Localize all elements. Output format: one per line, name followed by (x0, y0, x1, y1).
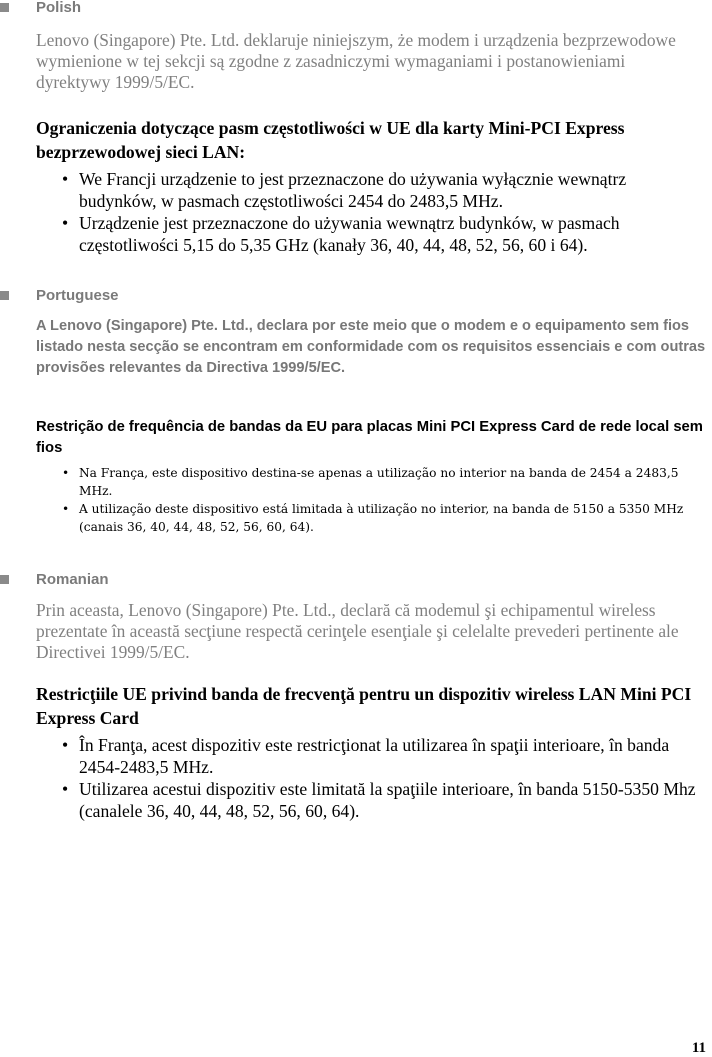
bullet-text: A utilização deste dispositivo está limitada à utilização no interior, na banda de 5150 a 5350 MHz (canais 36, 40, 44, 48, 52, 56, 60, 64). (79, 502, 684, 534)
bullet-icon: • (62, 213, 69, 233)
list-item (62, 734, 702, 778)
language-title: Polish (36, 0, 82, 16)
list-item (62, 212, 704, 256)
list-item (62, 464, 710, 500)
romanian-declaration: Prin aceasta, Lenovo (Singapore) Pte. Ltd., declară că modemul şi echipamentul wireless prezentate în această secţiune respectă cerinţele esenţiale şi celelalte prevederi pertinente ale Directivei 1999/5/EC. (36, 600, 679, 662)
polish-restriction-heading: Ograniczenia dotyczące pasm częstotliwości w UE dla karty Mini-PCI Express bezprzewodowej sieci LAN: (36, 118, 625, 162)
list-item (62, 168, 704, 212)
language-title: Romanian (36, 571, 109, 588)
bullet-text: Urządzenie jest przeznaczone do używania wewnątrz budynków, w pasmach częstotliwości 5,15 do 5,35 GHz (kanały 36, 40, 44, 48, 52, 56, 60 i 64). (79, 213, 620, 255)
portuguese-bullet-list (62, 464, 710, 536)
page-number: 11 (691, 1040, 706, 1056)
bullet-icon: • (62, 169, 69, 189)
bullet-icon: • (62, 502, 70, 516)
portuguese-declaration: A Lenovo (Singapore) Pte. Ltd., declara por este meio que o modem e o equipamento sem fios listado nesta secção se encontram em conformidade com os requisitos essenciais e com outras provisões relevantes da Directiva 1999/5/EC. (36, 318, 706, 376)
bullet-text: În Franţa, acest dispozitiv este restricţionat la utilizarea în spaţii interioare, în banda 2454-2483,5 MHz. (79, 735, 670, 777)
bullet-icon: • (62, 466, 70, 480)
polish-declaration: Lenovo (Singapore) Pte. Ltd. deklaruje niniejszym, że modem i urządzenia bezprzewodowe wymienione w tej sekcji są zgodne z zasadniczymi wymaganiami i postanowieniami dyrektywy 1999/5/EC. (36, 30, 676, 92)
bullet-text: We Francji urządzenie to jest przeznaczone do używania wyłącznie wewnątrz budynków, w pasmach częstotliwości 2454 do 2483,5 MHz. (79, 169, 627, 211)
section-marker-icon (0, 575, 9, 584)
bullet-icon: • (62, 779, 69, 799)
bullet-text: Utilizarea acestui dispozitiv este limitată la spaţiile interioare, în banda 5150-5350 Mhz (canalele 36, 40, 44, 48, 52, 56, 60, 64). (79, 779, 696, 821)
bullet-icon: • (62, 735, 69, 755)
list-item (62, 778, 702, 822)
language-title: Portuguese (36, 287, 119, 304)
list-item (62, 500, 710, 536)
section-marker-icon (0, 3, 9, 12)
portuguese-restriction-heading: Restrição de frequência de bandas da EU para placas Mini PCI Express Card de rede local sem fios (36, 419, 703, 456)
section-marker-icon (0, 291, 9, 300)
polish-bullet-list (62, 168, 704, 256)
bullet-text: Na França, este dispositivo destina-se apenas a utilização no interior na banda de 2454 a 2483,5 MHz. (79, 466, 679, 498)
romanian-bullet-list (62, 734, 702, 822)
romanian-restriction-heading: Restricţiile UE privind banda de frecvenţă pentru un dispozitiv wireless LAN Mini PCI Express Card (36, 684, 692, 728)
